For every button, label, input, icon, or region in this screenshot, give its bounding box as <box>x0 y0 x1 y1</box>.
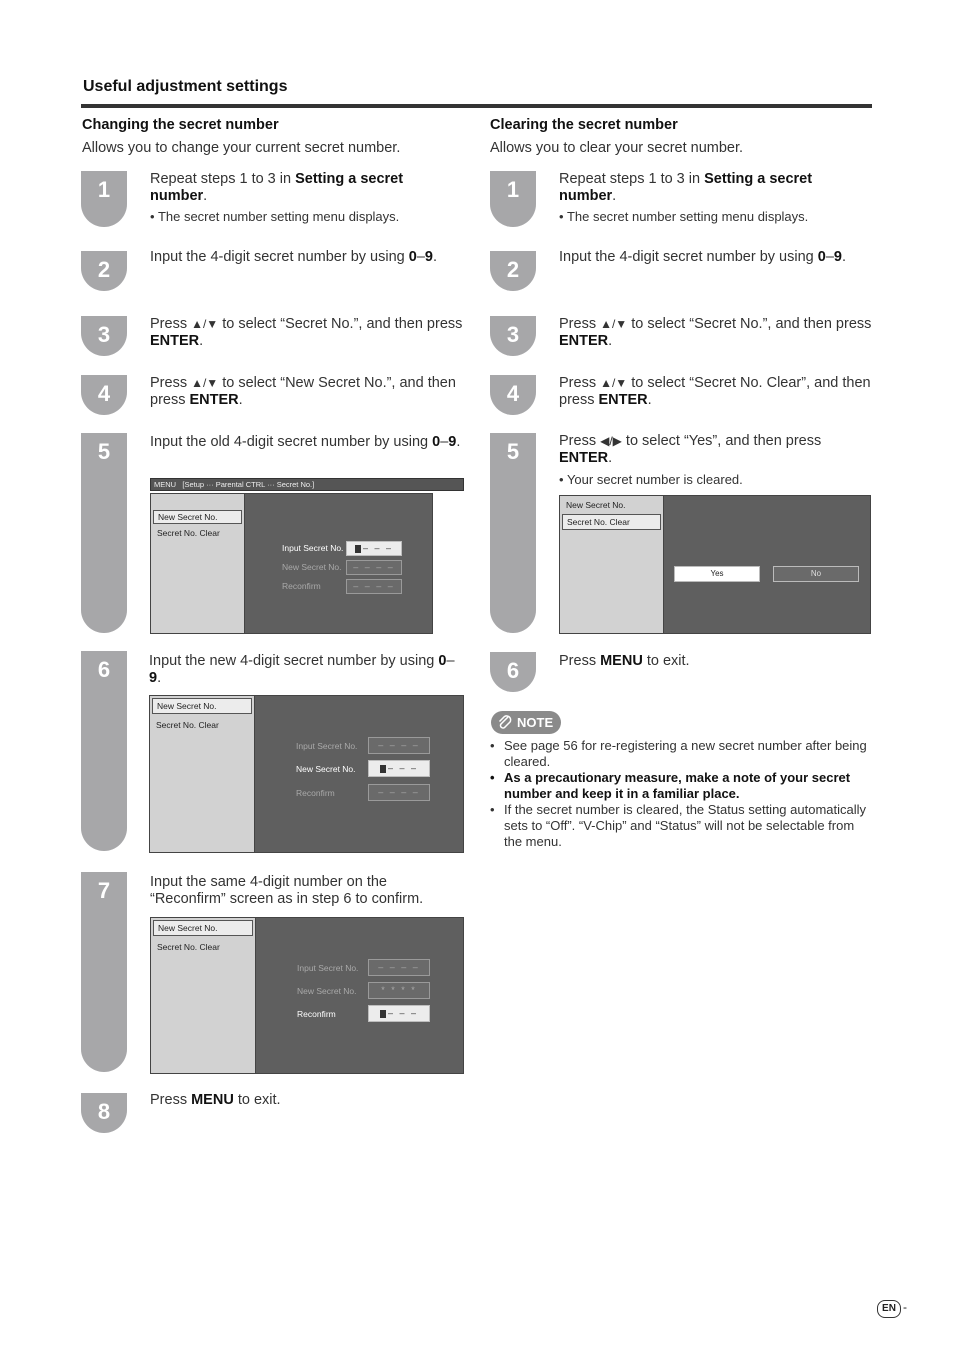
step-text: Press ▲/▼ to select “Secret No.”, and then press ENTER. <box>559 316 872 349</box>
step-bar <box>81 872 127 1072</box>
note-item: • As a precautionary measure, make a note of your secret number and keep it in a familiar place. <box>490 770 851 801</box>
step-bullet: • The secret number setting menu displays. <box>150 209 400 224</box>
osd-item-secret-clear: Secret No. Clear <box>562 514 661 530</box>
osd-field-reconfirm: – – – – <box>368 784 430 801</box>
note-item: • See page 56 for re-registering a new secret number after being cleared. <box>490 738 867 769</box>
right-heading: Clearing the secret number <box>490 117 678 133</box>
step-bar <box>490 433 536 633</box>
step-text: Input the 4-digit secret number by using 0–9. <box>150 249 437 265</box>
osd-field-input: – – – – <box>368 959 430 976</box>
step-number: 5 <box>506 439 520 464</box>
step-text: Press MENU to exit. <box>150 1092 281 1108</box>
step-bar <box>490 316 536 356</box>
osd-label-reconfirm: Reconfirm <box>297 1009 336 1019</box>
step-text: Repeat steps 1 to 3 in Setting a secret number. <box>559 171 813 204</box>
step-text: Input the same 4-digit number on the “Reconfirm” screen as in step 6 to confirm. <box>150 874 424 907</box>
osd-field-reconfirm: – – – – <box>346 579 402 594</box>
step-bar <box>81 251 127 291</box>
step-number: 4 <box>97 381 111 406</box>
osd-field-input: – – – – <box>368 737 430 754</box>
osd-menu-list <box>151 494 245 633</box>
step-text: Input the new 4-digit secret number by using 0–9. <box>149 653 455 686</box>
osd-field-new: – – – <box>368 760 430 777</box>
step-number: 3 <box>97 322 111 347</box>
left-desc: Allows you to change your current secret number. <box>82 140 401 156</box>
note-badge <box>491 711 561 734</box>
osd-item-secret-clear: Secret No. Clear <box>157 942 220 952</box>
language-badge: EN <box>877 1300 901 1318</box>
step-bar <box>81 375 127 415</box>
osd-item-new-secret: New Secret No. <box>566 500 626 510</box>
osd-menu-list <box>560 496 664 633</box>
osd-item-new-secret: New Secret No. <box>153 510 242 524</box>
osd-label-input: Input Secret No. <box>296 741 358 751</box>
step-text: Press ◀/▶ to select “Yes”, and then press ENTER. <box>559 433 822 466</box>
section-title: Useful adjustment settings <box>83 78 288 95</box>
step-number: 3 <box>506 322 520 347</box>
osd-menu-list <box>151 918 256 1073</box>
osd-label-new: New Secret No. <box>282 562 342 572</box>
step-bullet: • Your secret number is cleared. <box>559 472 743 487</box>
step-number: 2 <box>97 257 111 282</box>
osd-menu-list <box>150 696 255 852</box>
osd-screen <box>150 917 464 1074</box>
step-text: Press ▲/▼ to select “New Secret No.”, and then press ENTER. <box>150 375 456 408</box>
step-bar <box>81 651 127 851</box>
header-rule <box>81 104 872 108</box>
step-bar <box>81 433 127 633</box>
step-bar <box>81 171 127 227</box>
step-bullet: • The secret number setting menu displays. <box>559 209 809 224</box>
paperclip-icon <box>497 714 513 731</box>
osd-item-secret-clear: Secret No. Clear <box>156 720 219 730</box>
step-number: 1 <box>97 177 111 202</box>
osd-screen <box>559 495 871 634</box>
note-list <box>490 738 872 850</box>
step-number: 1 <box>506 177 520 202</box>
osd-yes-button: Yes <box>674 566 760 582</box>
osd-label-reconfirm: Reconfirm <box>282 581 321 591</box>
osd-no-button: No <box>773 566 859 582</box>
note-label: NOTE <box>517 715 554 730</box>
step-text: Repeat steps 1 to 3 in Setting a secret number. <box>150 171 404 204</box>
cursor-icon <box>380 1010 386 1018</box>
right-desc: Allows you to clear your secret number. <box>490 140 744 156</box>
osd-field-new: * * * * <box>368 982 430 999</box>
osd-item-secret-clear: Secret No. Clear <box>157 528 220 538</box>
step-text: Press MENU to exit. <box>559 653 690 669</box>
step-text: Input the 4-digit secret number by using 0–9. <box>559 249 846 265</box>
cursor-icon <box>380 765 386 773</box>
up-down-arrow-icon: ▲/▼ <box>191 317 219 331</box>
osd-item-new-secret: New Secret No. <box>153 920 253 936</box>
osd-label-input: Input Secret No. <box>282 543 344 553</box>
osd-label-input: Input Secret No. <box>297 963 359 973</box>
step-bar <box>490 652 536 692</box>
step-text: Press ▲/▼ to select “Secret No.”, and then press ENTER. <box>150 316 463 349</box>
step-bar <box>490 171 536 227</box>
step-text: Press ▲/▼ to select “Secret No. Clear”, and then press ENTER. <box>559 375 871 408</box>
osd-item-new-secret: New Secret No. <box>152 698 252 714</box>
left-right-arrow-icon: ◀/▶ <box>600 434 622 448</box>
step-number: 5 <box>97 439 111 464</box>
page-dash: - <box>903 1300 907 1314</box>
up-down-arrow-icon: ▲/▼ <box>600 317 628 331</box>
osd-menu-bar: MENU [Setup ··· Parental CTRL ··· Secret No.] <box>150 478 464 491</box>
osd-screen <box>150 493 433 634</box>
osd-label-new: New Secret No. <box>296 764 356 774</box>
up-down-arrow-icon: ▲/▼ <box>600 376 628 390</box>
osd-field-input: – – – <box>346 541 402 556</box>
step-text: Input the old 4-digit secret number by using 0–9. <box>150 434 461 450</box>
up-down-arrow-icon: ▲/▼ <box>191 376 219 390</box>
cursor-icon <box>355 545 361 553</box>
note-item: • If the secret number is cleared, the Status setting automatically sets to “Off”. “V-Chip” and “Status” will not be selectable from the menu. <box>490 802 867 849</box>
step-number: 2 <box>506 257 520 282</box>
step-number: 8 <box>97 1099 111 1124</box>
osd-label-reconfirm: Reconfirm <box>296 788 335 798</box>
step-number: 6 <box>506 658 520 683</box>
left-heading: Changing the secret number <box>82 117 279 133</box>
osd-field-reconfirm: – – – <box>368 1005 430 1022</box>
step-bar <box>81 316 127 356</box>
osd-field-new: – – – – <box>346 560 402 575</box>
step-bar <box>490 251 536 291</box>
osd-screen <box>149 695 464 853</box>
step-number: 7 <box>97 878 111 903</box>
step-bar <box>490 375 536 415</box>
step-bar <box>81 1093 127 1133</box>
step-number: 4 <box>506 381 520 406</box>
osd-label-new: New Secret No. <box>297 986 357 996</box>
step-number: 6 <box>97 657 111 682</box>
